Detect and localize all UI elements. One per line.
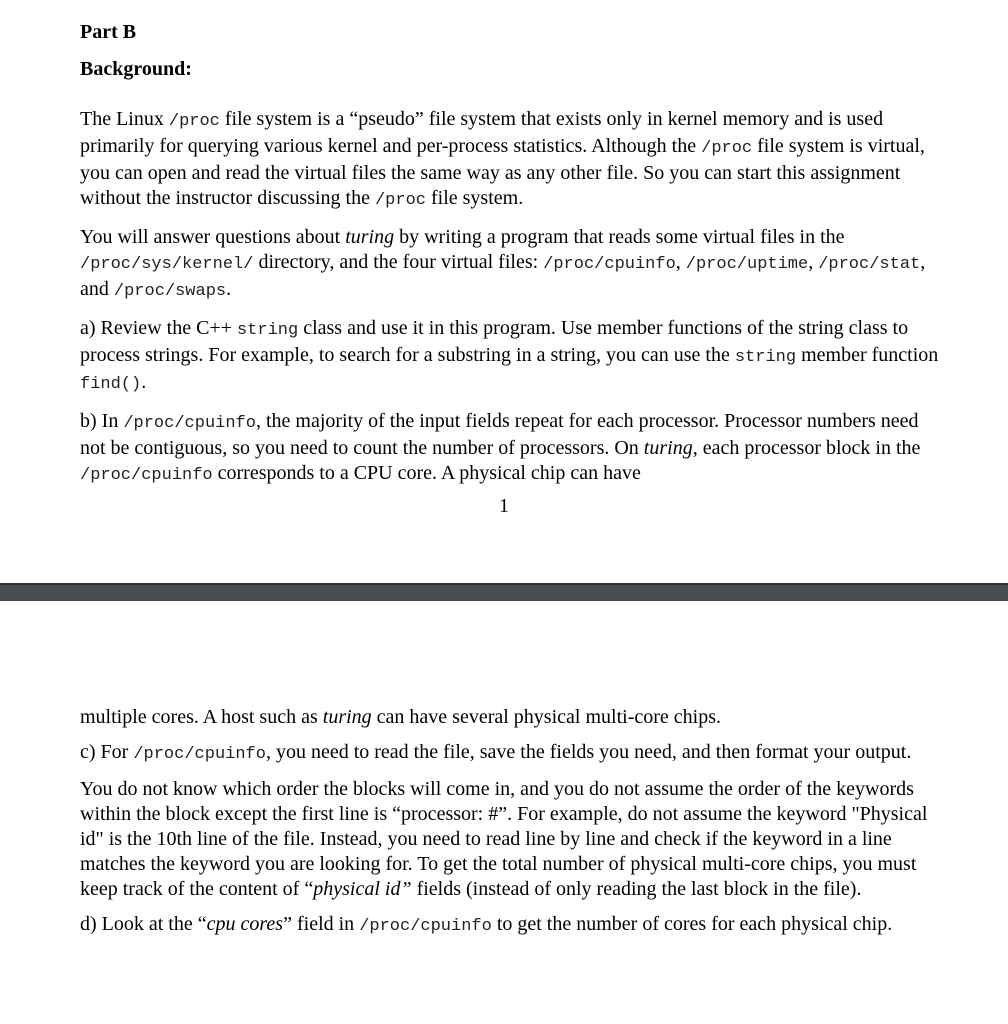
paragraph-assignment: You will answer questions about turing by writing a program that reads some virtual files in the /proc/sys/kernel/ directory, and the four virtual files: /proc/cpuinfo, /proc/uptime, /proc/stat, and /proc/swaps. xyxy=(80,226,926,301)
heading-part: Part B xyxy=(80,21,137,43)
page-1-content xyxy=(80,20,940,488)
paragraph-item-c: c) For /proc/cpuinfo, you need to read the file, save the fields you need, and then format your output. xyxy=(80,741,912,764)
paragraph-proc-intro: The Linux /proc file system is a “pseudo” file system that exists only in kernel memory and is used primarily for querying various kernel and per-process statistics. Although the /proc file system is virtual, you can open and read the virtual files the same way as any other file. So you can start this assignment without the instructor discussing the /proc file system. xyxy=(80,108,925,210)
heading-background: Background: xyxy=(80,58,192,80)
paragraph-block-order: You do not know which order the blocks will come in, and you do not assume the order of the keywords within the block except the first line is “processor: #”. For example, do not assume the keyword "Physical id" is the 10th line of the file. Instead, you need to read line by line and check if the keyword in a line matches the keyword you are looking for. To get the total number of physical multi-core chips, you must keep track of the content of “physical id” fields (instead of only reading the last block in the file). xyxy=(80,778,928,900)
paragraph-item-b: b) In /proc/cpuinfo, the majority of the input fields repeat for each processor. Processor numbers need not be contiguous, so you need to count the number of processors. On turing, each processor block in the /proc/cpuinfo corresponds to a CPU core. A physical chip can have xyxy=(80,410,921,485)
page-number: 1 xyxy=(499,495,509,517)
paragraph-item-a: a) Review the C++ string class and use it in this program. Use member functions of the string class to process strings. For example, to search for a substring in a string, you can use the string member function find(). xyxy=(80,317,939,394)
document-page-2 xyxy=(0,601,1008,1024)
paragraph-continuation: multiple cores. A host such as turing can have several physical multi-core chips. xyxy=(80,706,721,728)
page-2-content xyxy=(80,705,940,939)
paragraph-item-d: d) Look at the “cpu cores” field in /proc/cpuinfo to get the number of cores for each physical chip. xyxy=(80,913,893,936)
page-separator xyxy=(0,583,1008,603)
